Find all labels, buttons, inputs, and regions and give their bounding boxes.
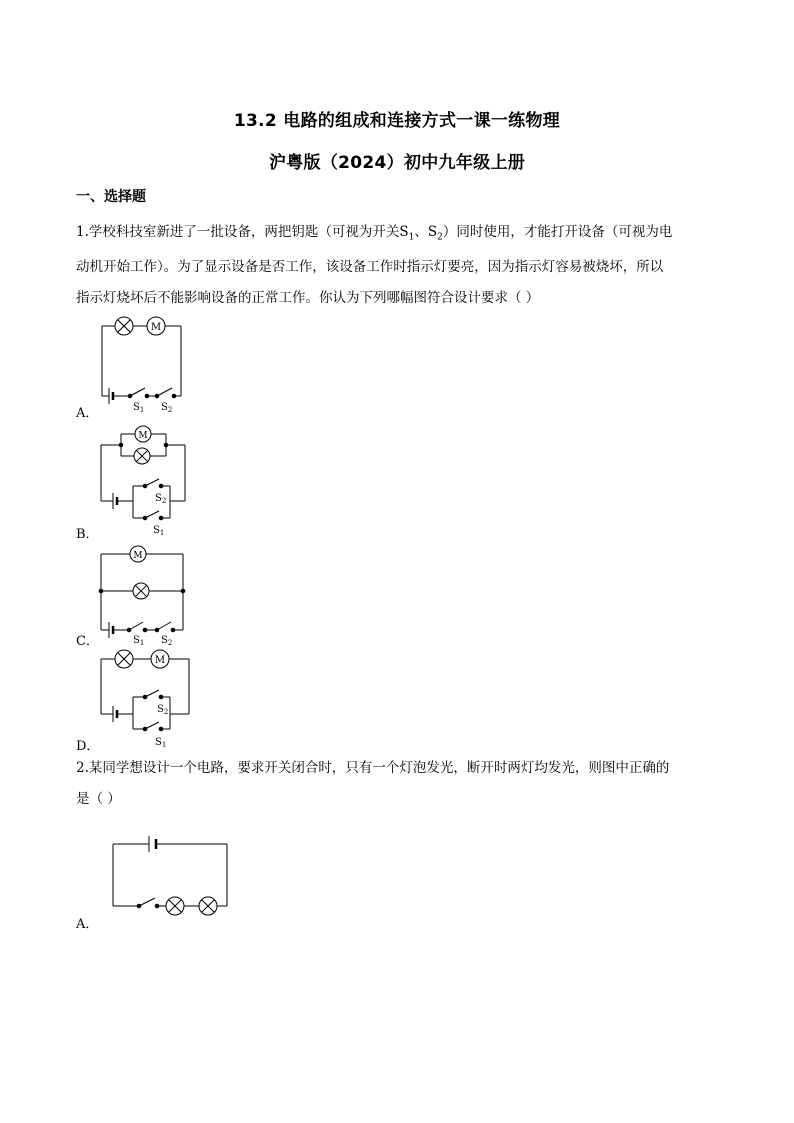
switch-s1-symbol: $S_1$ <box>399 224 415 243</box>
document-title: 13.2 电路的组成和连接方式一课一练物理 <box>233 111 561 131</box>
q1-line1-text-b: ）同时使用，才能打开设备（可视为电 <box>442 224 673 240</box>
switch-icon <box>129 622 143 630</box>
switch-s2-symbol: $S_2$ <box>427 224 443 243</box>
switch-icon <box>145 722 159 729</box>
switch-s2-label: $S_2$ <box>161 402 173 414</box>
q1-separator: 、 <box>414 224 428 240</box>
q1-option-d-circuit[interactable] <box>95 645 195 753</box>
switch-icon <box>157 388 172 396</box>
q1-line1-text-a: 1.学校科技室新进了一批设备，两把钥匙（可视为开关 <box>76 224 400 240</box>
q2-option-a-label[interactable]: A． <box>76 917 99 932</box>
switch-icon <box>157 622 171 630</box>
switch-icon <box>130 388 145 396</box>
switch-s1-label: $S_1$ <box>153 525 165 537</box>
motor-label: M <box>154 655 166 666</box>
q2-line-2: 是（ ） <box>76 791 121 807</box>
motor-label: M <box>133 551 143 561</box>
switch-s1-label: $S_1$ <box>155 737 167 749</box>
section-heading: 一、选择题 <box>76 189 146 205</box>
q1-option-c-label[interactable]: C． <box>76 634 99 649</box>
q2-option-a-circuit[interactable] <box>105 828 237 920</box>
q1-option-c-circuit[interactable] <box>95 540 195 646</box>
switch-s1-label: $S_1$ <box>133 402 145 414</box>
q1-option-a-circuit[interactable] <box>95 312 195 418</box>
document-subtitle: 沪粤版（2024）初中九年级上册 <box>268 153 526 173</box>
q1-line-2: 动机开始工作）。为了显示设备是否工作，该设备工作时指示灯要亮，因为指示灯容易被烧坏，所以 <box>76 259 664 275</box>
q1-line-3: 指示灯烧坏后不能影响设备的正常工作。你认为下列哪幅图符合设计要求（ ） <box>76 290 540 306</box>
switch-icon <box>139 898 155 906</box>
q1-option-b-label[interactable]: B． <box>76 527 99 542</box>
q1-option-d-label[interactable]: D． <box>76 739 100 754</box>
switch-icon <box>145 479 159 486</box>
q1-line-1 <box>76 222 672 248</box>
switch-s2-label: $S_2$ <box>155 493 167 505</box>
q1-option-a-label[interactable]: A． <box>76 406 99 421</box>
switch-icon <box>145 511 159 518</box>
q1-option-b-circuit[interactable] <box>95 420 195 538</box>
switch-s2-label: $S_2$ <box>157 704 169 716</box>
q2-line-1: 2.某同学想设计一个电路，要求开关闭合时，只有一个灯泡发光，断开时两灯均发光，则图中正确的 <box>76 760 670 776</box>
switch-s2-label: $S_2$ <box>161 635 173 646</box>
motor-label: M <box>150 322 162 333</box>
switch-icon <box>145 690 159 697</box>
switch-s1-label: $S_1$ <box>133 635 145 646</box>
motor-label: M <box>138 431 148 441</box>
